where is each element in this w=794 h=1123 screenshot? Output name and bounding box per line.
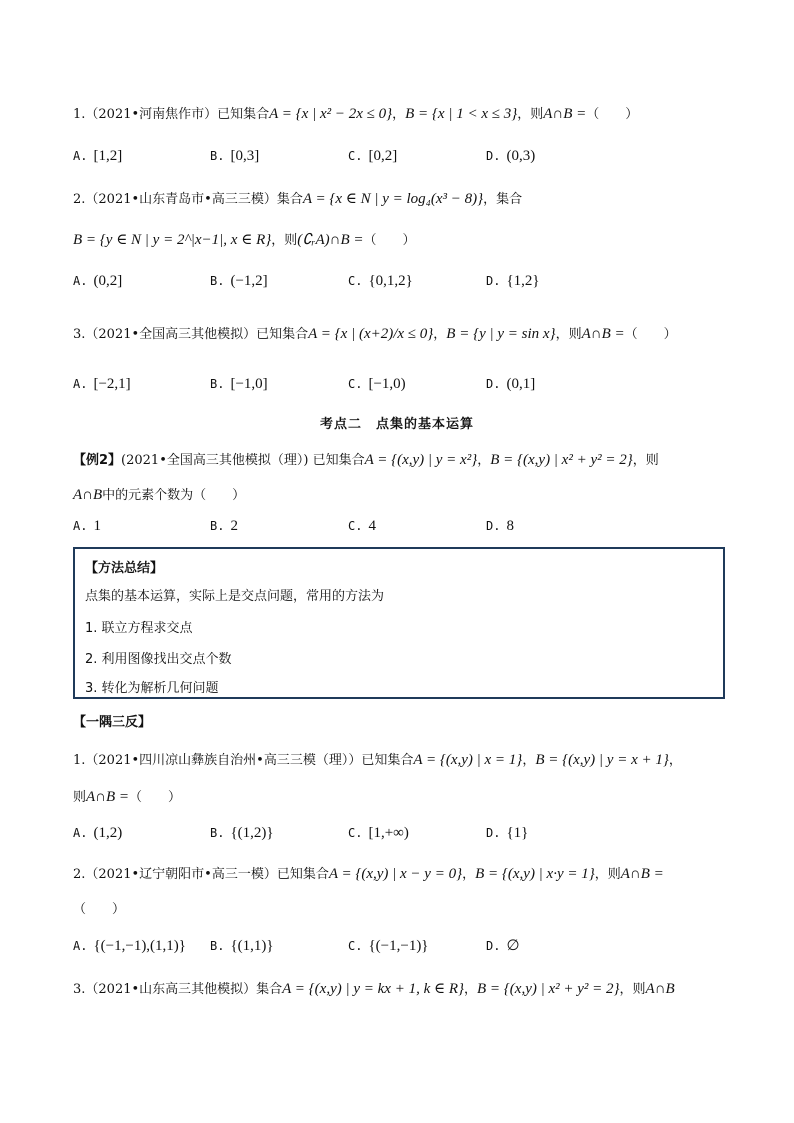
option-d[interactable]: D. {1}	[486, 825, 529, 841]
example-2-stem: 【例2】(2021•全国高三其他模拟（理）) 已知集合A = {(x,y) | y = x²}，B = {(x,y) | x² + y² = 2}，则	[73, 452, 659, 468]
option-a[interactable]: A. [1,2]	[73, 148, 123, 164]
example-2-stem-line2: A∩B中的元素个数为（ ）	[73, 487, 246, 503]
practice-3-stem: 3.（2021•山东高三其他模拟）集合A = {(x,y) | y = kx + 1, k ∈ R}，B = {(x,y) | x² + y² = 2}，则A∩B	[73, 981, 675, 997]
method-item: 3. 转化为解析几何问题	[85, 681, 219, 696]
question-2-stem: 2.（2021•山东青岛市•高三三模）集合A = {x ∈ N | y = log₄(x³ − 8)}，集合	[73, 191, 523, 207]
option-a[interactable]: A. 1	[73, 518, 101, 534]
method-item: 2. 利用图像找出交点个数	[85, 652, 232, 667]
option-c[interactable]: C. 4	[348, 518, 376, 534]
option-b[interactable]: B. [0,3]	[210, 148, 260, 164]
question-3-stem: 3.（2021•全国高三其他模拟）已知集合A = {x | (x+2)/x ≤ 0}，B = {y | y = sin x}，则A∩B =（ ）	[73, 326, 677, 342]
option-c[interactable]: C. [1,+∞)	[348, 825, 409, 841]
practice-1-stem: 1.（2021•四川凉山彝族自治州•高三三模（理））已知集合A = {(x,y) | x = 1}，B = {(x,y) | y = x + 1}，	[73, 752, 682, 768]
option-a[interactable]: A. [−2,1]	[73, 376, 131, 392]
option-b[interactable]: B. {(1,2)}	[210, 825, 274, 841]
method-summary-intro: 点集的基本运算，实际上是交点问题，常用的方法为	[85, 589, 385, 604]
option-a[interactable]: A. (0,2]	[73, 273, 123, 289]
method-item: 1. 联立方程求交点	[85, 621, 193, 636]
question-1-stem: 1.（2021•河南焦作市）已知集合A = {x | x² − 2x ≤ 0}，B = {x | 1 < x ≤ 3}，则A∩B =（ ）	[73, 106, 639, 122]
option-d[interactable]: D. {1,2}	[486, 273, 540, 289]
option-b[interactable]: B. (−1,2]	[210, 273, 268, 289]
practice-heading: 【一隅三反】	[73, 715, 152, 730]
question-2-stem-line2: B = {y ∈ N | y = 2^|x−1|, x ∈ R}，则(∁ᵣA)∩B =（ ）	[73, 232, 416, 248]
option-c[interactable]: C. [−1,0)	[348, 376, 406, 392]
option-a[interactable]: A. (1,2)	[73, 825, 123, 841]
practice-2-stem-line2: （ ）	[73, 902, 126, 917]
option-c[interactable]: C. [0,2]	[348, 148, 398, 164]
practice-2-stem: 2.（2021•辽宁朝阳市•高三一模）已知集合A = {(x,y) | x − y = 0}，B = {(x,y) | x·y = 1}，则A∩B =	[73, 866, 664, 882]
option-d[interactable]: D. (0,3)	[486, 148, 536, 164]
option-c[interactable]: C. {(−1,−1)}	[348, 938, 429, 954]
section-heading: 考点二 点集的基本运算	[319, 417, 474, 432]
option-d[interactable]: D. 8	[486, 518, 514, 534]
option-c[interactable]: C. {0,1,2}	[348, 273, 413, 289]
option-d[interactable]: D. ∅	[486, 938, 520, 954]
method-summary-title: 【方法总结】	[85, 561, 164, 576]
option-a[interactable]: A. {(−1,−1),(1,1)}	[73, 938, 187, 954]
option-b[interactable]: B. {(1,1)}	[210, 938, 274, 954]
option-b[interactable]: B. [−1,0]	[210, 376, 268, 392]
practice-1-stem-line2: 则A∩B =（ ）	[73, 789, 182, 805]
option-b[interactable]: B. 2	[210, 518, 238, 534]
option-d[interactable]: D. (0,1]	[486, 376, 536, 392]
method-summary-box	[73, 547, 725, 699]
